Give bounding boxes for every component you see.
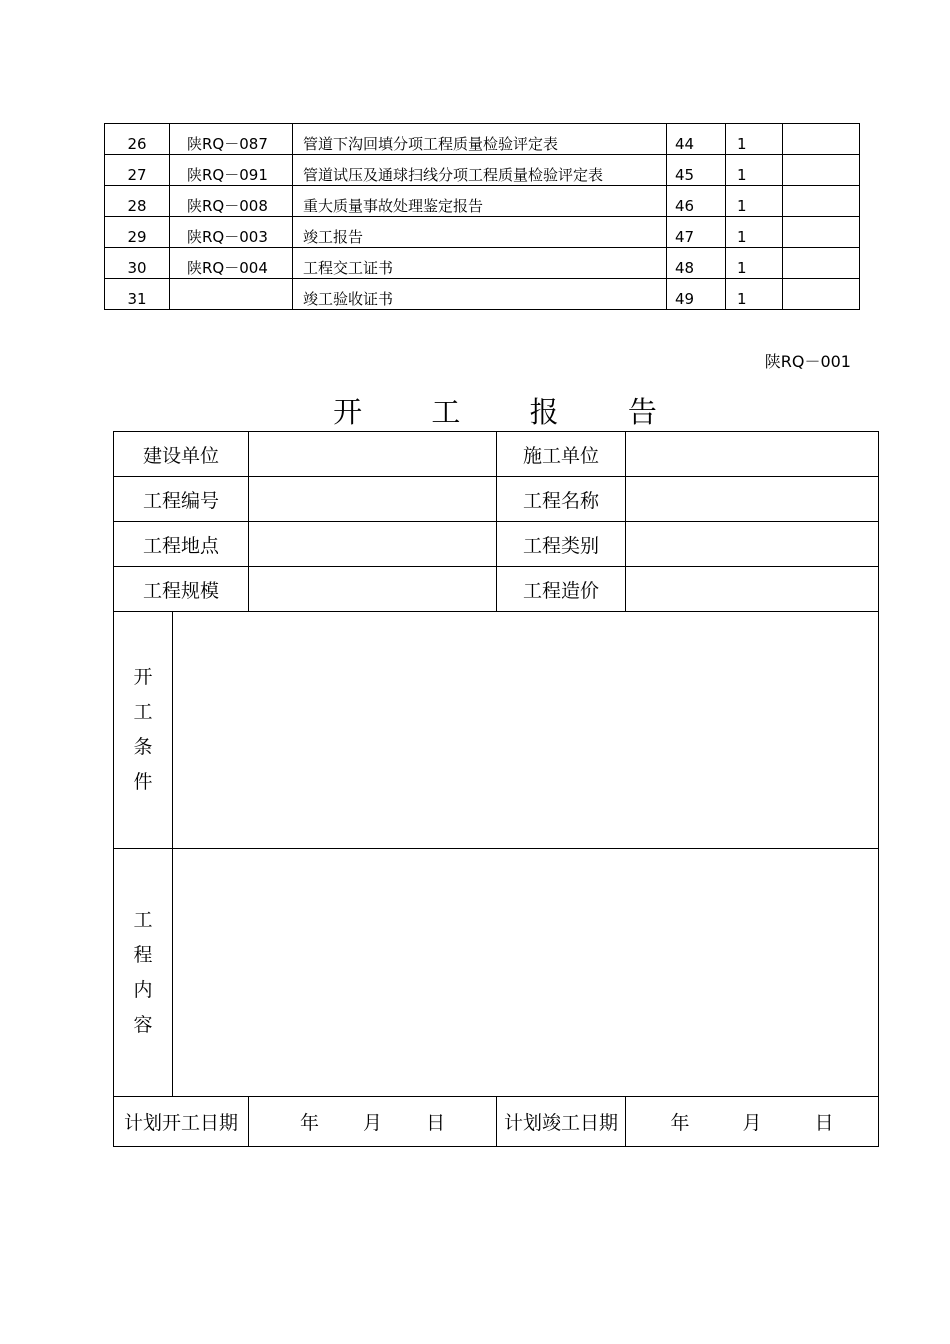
start-conditions-label [114, 612, 173, 849]
start-report-form [113, 431, 879, 1147]
index-cell-no: 28 [105, 186, 170, 217]
index-cell-no: 26 [105, 124, 170, 155]
index-cell-note [783, 155, 860, 186]
label-char: 条 [133, 736, 153, 758]
month-label: 月 [742, 1112, 762, 1134]
project-scale-field[interactable] [249, 567, 497, 612]
builder-unit-label: 施工单位 [497, 432, 626, 477]
form-title [0, 390, 950, 431]
index-cell-code: 陕RQ－003 [170, 217, 293, 248]
title-char: 工 [431, 395, 461, 429]
table-row [105, 124, 860, 155]
index-cell-count: 1 [726, 248, 783, 279]
index-cell-code: 陕RQ－087 [170, 124, 293, 155]
label-char: 工 [133, 701, 153, 723]
project-cost-field[interactable] [626, 567, 879, 612]
index-cell-count: 1 [726, 279, 783, 310]
index-cell-code: 陕RQ－004 [170, 248, 293, 279]
builder-unit-field[interactable] [626, 432, 879, 477]
index-cell-no: 27 [105, 155, 170, 186]
label-char: 容 [133, 1013, 153, 1036]
form-code: 陕RQ－001 [764, 352, 851, 371]
year-label: 年 [299, 1112, 319, 1134]
index-cell-code: 陕RQ－008 [170, 186, 293, 217]
index-cell-code: 陕RQ－091 [170, 155, 293, 186]
label-char: 件 [133, 771, 153, 793]
label-char: 程 [133, 943, 153, 966]
table-row [105, 279, 860, 310]
index-cell-name: 竣工报告 [293, 217, 667, 248]
index-cell-code [170, 279, 293, 310]
index-cell-name: 管道下沟回填分项工程质量检验评定表 [293, 124, 667, 155]
project-name-field[interactable] [626, 477, 879, 522]
index-cell-page: 47 [667, 217, 726, 248]
index-table [104, 123, 860, 310]
title-char: 报 [529, 395, 559, 429]
project-scale-label: 工程规模 [114, 567, 249, 612]
index-cell-page: 46 [667, 186, 726, 217]
project-content-field[interactable] [173, 849, 879, 1097]
day-label: 日 [814, 1112, 834, 1134]
label-char: 工 [133, 908, 153, 931]
index-cell-note [783, 186, 860, 217]
label-char: 开 [133, 666, 153, 688]
index-cell-name: 重大质量事故处理鉴定报告 [293, 186, 667, 217]
month-label: 月 [363, 1112, 383, 1134]
planned-finish-label: 计划竣工日期 [497, 1097, 626, 1147]
project-number-field[interactable] [249, 477, 497, 522]
index-cell-page: 49 [667, 279, 726, 310]
project-location-label: 工程地点 [114, 522, 249, 567]
project-category-label: 工程类别 [497, 522, 626, 567]
planned-finish-date-field[interactable] [626, 1097, 879, 1147]
table-row [105, 217, 860, 248]
planned-start-date-field[interactable] [249, 1097, 497, 1147]
index-cell-page: 44 [667, 124, 726, 155]
index-cell-note [783, 124, 860, 155]
table-row [105, 155, 860, 186]
index-cell-note [783, 279, 860, 310]
index-cell-count: 1 [726, 217, 783, 248]
construction-unit-field[interactable] [249, 432, 497, 477]
construction-unit-label: 建设单位 [114, 432, 249, 477]
label-char: 内 [133, 978, 153, 1001]
index-cell-count: 1 [726, 186, 783, 217]
index-cell-no: 30 [105, 248, 170, 279]
index-cell-page: 45 [667, 155, 726, 186]
planned-start-label: 计划开工日期 [114, 1097, 249, 1147]
index-cell-name: 竣工验收证书 [293, 279, 667, 310]
project-cost-label: 工程造价 [497, 567, 626, 612]
index-cell-count: 1 [726, 155, 783, 186]
index-cell-page: 48 [667, 248, 726, 279]
year-label: 年 [670, 1112, 690, 1134]
title-char: 告 [627, 395, 657, 429]
project-category-field[interactable] [626, 522, 879, 567]
day-label: 日 [426, 1112, 446, 1134]
index-cell-no: 31 [105, 279, 170, 310]
project-number-label: 工程编号 [114, 477, 249, 522]
project-name-label: 工程名称 [497, 477, 626, 522]
index-cell-note [783, 248, 860, 279]
index-cell-name: 工程交工证书 [293, 248, 667, 279]
start-conditions-field[interactable] [173, 612, 879, 849]
table-row [105, 248, 860, 279]
index-cell-note [783, 217, 860, 248]
table-row [105, 186, 860, 217]
project-content-label [114, 849, 173, 1097]
index-cell-name: 管道试压及通球扫线分项工程质量检验评定表 [293, 155, 667, 186]
index-cell-count: 1 [726, 124, 783, 155]
title-char: 开 [333, 395, 363, 429]
index-cell-no: 29 [105, 217, 170, 248]
project-location-field[interactable] [249, 522, 497, 567]
